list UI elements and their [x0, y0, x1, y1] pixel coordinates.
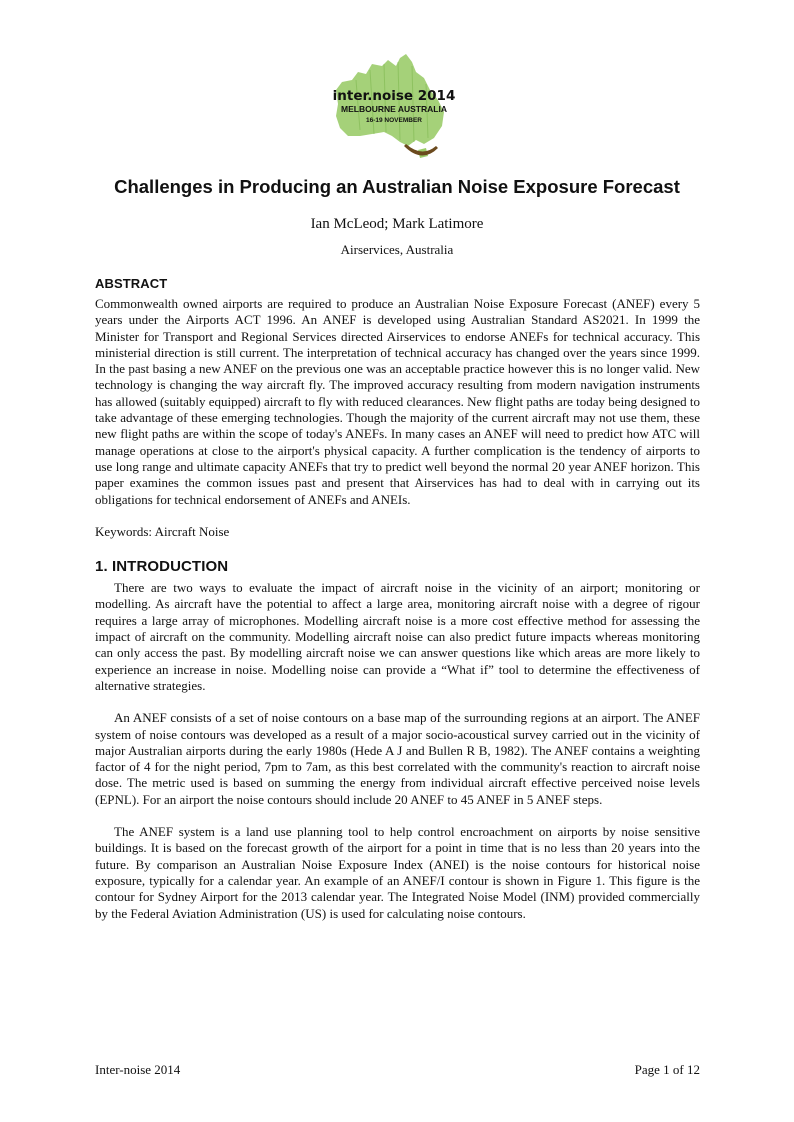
paper-affiliation: Airservices, Australia	[340, 242, 454, 257]
logo-line-1: inter.noise 2014	[332, 88, 456, 104]
keywords: Keywords: Aircraft Noise	[95, 523, 230, 539]
abstract-section	[95, 276, 700, 540]
paper-title: Challenges in Producing an Australian Noise Exposure Forecast	[114, 176, 680, 197]
abstract-text: Commonwealth owned airports are required to produce an Australian Noise Exposure Forecast (ANEF) every 5 years under the Airports ACT 1996. An ANEF is developed using Australian Standard AS2021. In 1999 the Minister for Transport and Regional Services directed Airservices to endorse ANEFs for technical accuracy. This ministerial direction is still current. The interpretation of technical accuracy has changed over the years since 1999. In the past basing a new ANEF on the previous one was an acceptable practice however this is no longer valid. New technology is changing the way aircraft fly. The improved accuracy resulting from modern navigation instruments has allowed (suitably equipped) aircraft to fly with reduced clearances. New flight paths are today being designed to take advantage of these emerging technologies. Though the majority of the current aircraft may not use them, these new flight paths are within the scope of today's ANEFs. In many cases an ANEF will need to predict how ATC will manage operations at close to the airport's physical capacity. A further complication is the tendency of airports to use long range and ultimate capacity ANEFs that try to predict well beyond the normal 20 year ANEF horizon. This paper examines the common issues past and present that Airservices has had to deal with in carrying out its obligations for technical endorsement of ANEFs and ANEIs.	[95, 296, 701, 507]
intro-paragraph-1: There are two ways to evaluate the impact of aircraft noise in the vicinity of an airport; monitoring or modelling. As aircraft have the potential to affect a large area, monitoring aircraft noise with a degree of rigour requires a large array of microphones. Modelling aircraft noise is a more cost effective method for assessing the impact of aircraft on the community. Modelling aircraft noise can also predict future impacts whereas monitoring can only access the past. By modelling aircraft noise we can answer questions like which areas are more likely to experience an increase in noise. Modelling noise can provide a “What if” tool to determine the effectiveness of alternative strategies.	[95, 580, 700, 693]
footer-conference: Inter-noise 2014	[95, 1062, 181, 1077]
paper-authors: Ian McLeod; Mark Latimore	[310, 216, 484, 232]
intro-paragraph-2: An ANEF consists of a set of noise contours on a base map of the surrounding regions at an airport. The ANEF system of noise contours was developed as a result of a major socio-acoustical survey carried out in the vicinity of major Australian airports during the early 1980s (Hede A J and Bullen R B, 1982). The ANEF contains a weighting factor of 4 for the night period, 7pm to 7am, as this best correlated with the community's reaction to aircraft noise dose. The metric used is based on summing the energy from individual aircraft effective perceived noise levels (EPNL). For an airport the noise contours should include 20 ANEF to 45 ANEF in 5 ANEF steps.	[95, 710, 700, 807]
logo-line-3: 16-19 NOVEMBER	[366, 117, 422, 124]
abstract-heading: ABSTRACT	[95, 276, 168, 291]
intro-paragraph-3: The ANEF system is a land use planning tool to help control encroachment on airports by noise sensitive buildings. It is based on the forecast growth of the airport for a point in time that is no less than 20 years into the future. By comparison an Australian Noise Exposure Index (ANEI) is the noise contours for historical noise exposure, typically for a calendar year. An example of an ANEF/I contour is shown in Figure 1. This figure is the contour for Sydney Airport for the 2013 calendar year. The Integrated Noise Model (INM) provided commercially by the Federal Aviation Administration (US) is used for calculating noise contours.	[95, 824, 700, 921]
logo-line-2: MELBOURNE AUSTRALIA	[341, 104, 447, 114]
australia-map-logo-graphic	[326, 50, 460, 162]
footer-page-number: Page 1 of 12	[634, 1062, 700, 1077]
conference-logo	[326, 50, 460, 162]
introduction-heading: 1. INTRODUCTION	[95, 558, 229, 576]
introduction-section	[95, 558, 700, 922]
paper-body	[95, 276, 700, 922]
